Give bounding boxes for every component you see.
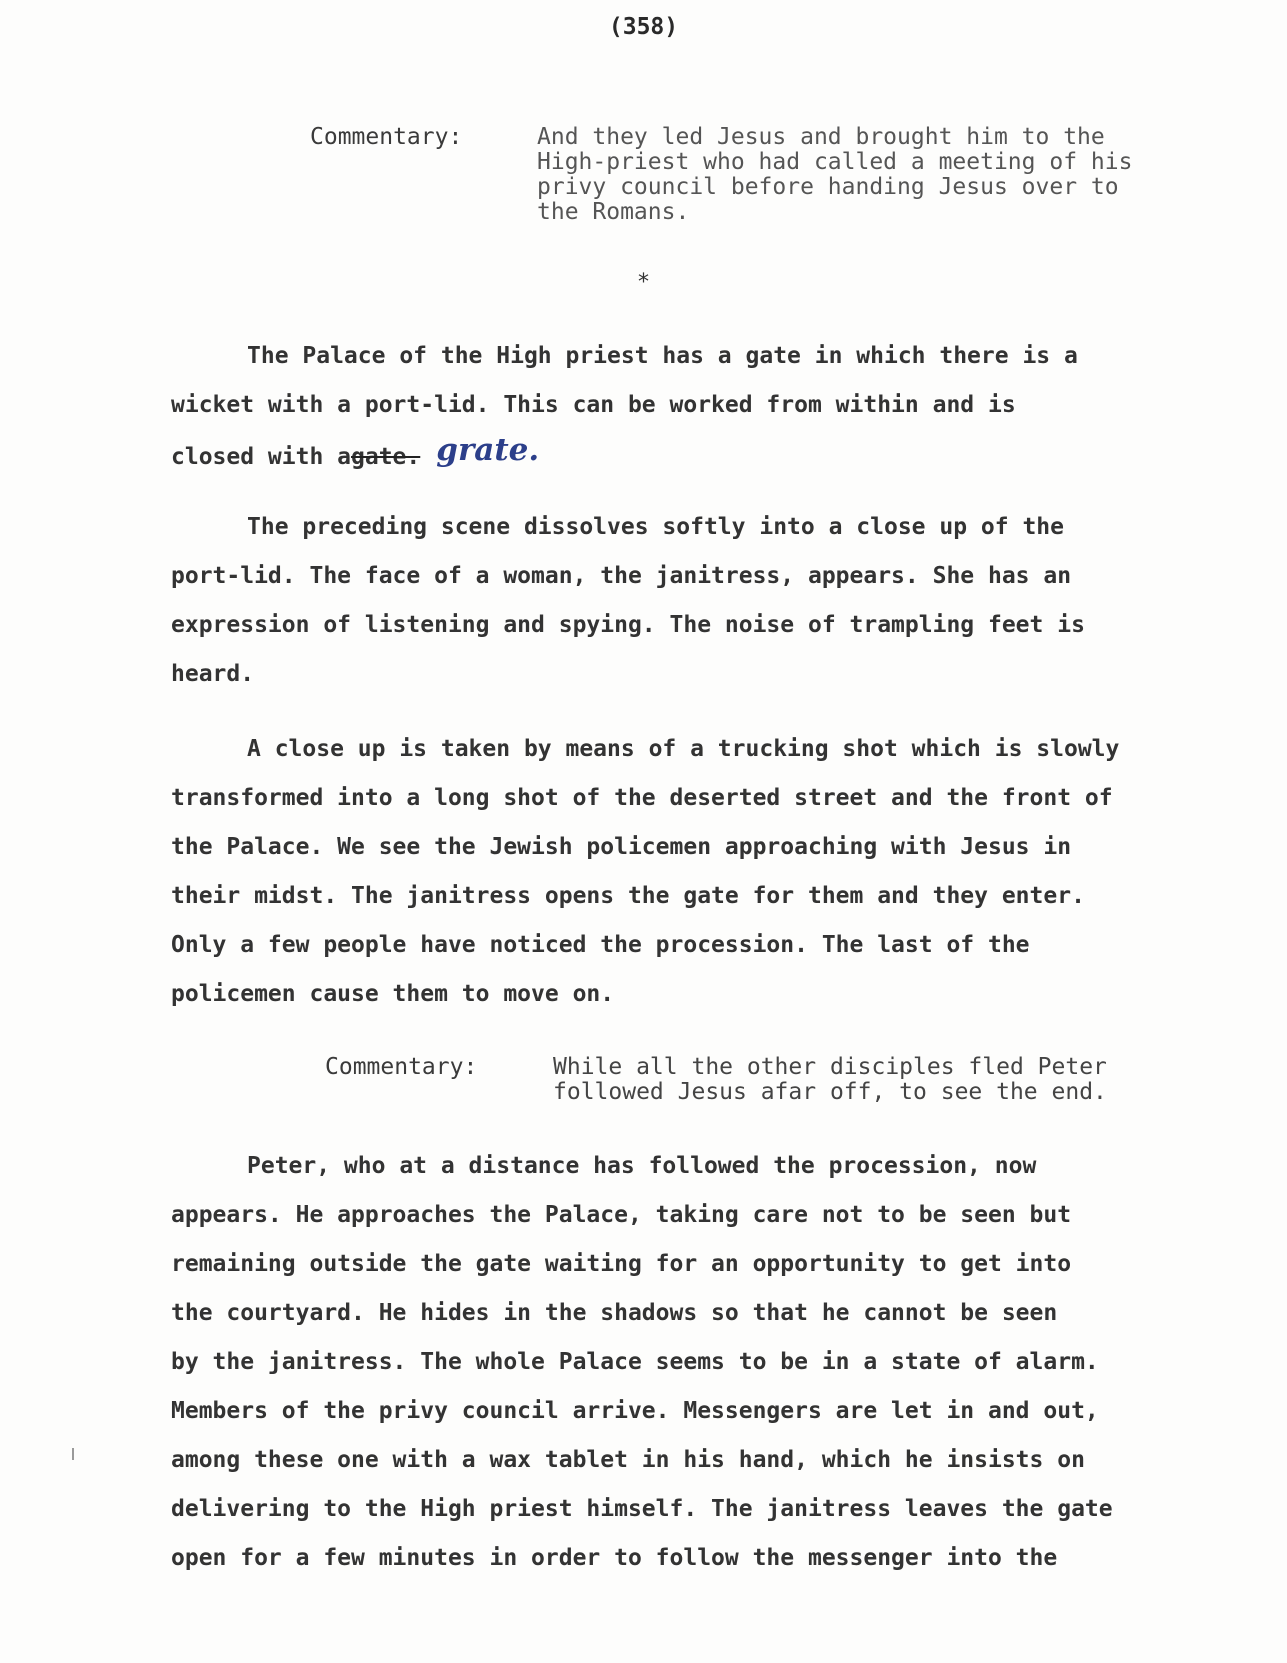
paragraph-line: appears. He approaches the Palace, taking care not to be seen but [171, 1202, 1072, 1228]
paragraph-line: Only a few people have noticed the procession. The last of the [171, 932, 1030, 958]
paragraph-line: among these one with a wax tablet in his hand, which he insists on [171, 1447, 1085, 1473]
paragraph-line: the courtyard. He hides in the shadows so that he cannot be seen [171, 1300, 1058, 1326]
paragraph-line: A close up is taken by means of a trucking shot which is slowly [247, 736, 1120, 762]
paragraph-line: by the janitress. The whole Palace seems to be in a state of alarm. [171, 1349, 1099, 1375]
page-number: (358) [608, 14, 679, 40]
section-separator: * [636, 270, 651, 295]
margin-mark [72, 1448, 74, 1460]
commentary-line: And they led Jesus and brought him to the [537, 124, 1105, 150]
paragraph-line: their midst. The janitress opens the gate for them and they enter. [171, 883, 1085, 909]
paragraph-line: The preceding scene dissolves softly into a close up of the [247, 514, 1064, 540]
paragraph-line: transformed into a long shot of the deserted street and the front of [171, 785, 1113, 811]
commentary-block-1 [310, 125, 1210, 225]
paragraph-line [171, 430, 1078, 479]
handwritten-correction: grate. [436, 432, 540, 468]
paragraph-line: heard. [171, 661, 255, 687]
paragraph-line: remaining outside the gate waiting for an opportunity to get into [171, 1251, 1072, 1277]
paragraph-line: policemen cause them to move on. [171, 981, 615, 1007]
paragraph-palace-gate [171, 332, 1078, 479]
paragraph-line: open for a few minutes in order to follow the messenger into the [171, 1545, 1058, 1571]
commentary-line: followed Jesus afar off, to see the end. [553, 1079, 1107, 1105]
paragraph-line: Peter, who at a distance has followed the procession, now [247, 1153, 1037, 1179]
commentary-label: Commentary: [325, 1054, 478, 1080]
commentary-line: privy council before handing Jesus over to [537, 174, 1119, 200]
paragraph-line: The Palace of the High priest has a gate in which there is a [247, 343, 1078, 369]
paragraph-trucking-shot [171, 725, 1119, 1019]
commentary-text [553, 1055, 1107, 1105]
paragraph-line: wicket with a port-lid. This can be worked from within and is [171, 392, 1016, 418]
struck-out-word: gate. [351, 444, 421, 470]
commentary-text [537, 125, 1132, 225]
commentary-block-2 [325, 1055, 1205, 1110]
commentary-line: While all the other disciples fled Peter [553, 1054, 1107, 1080]
paragraph-line: port-lid. The face of a woman, the janitress, appears. She has an [171, 563, 1072, 589]
commentary-line: High-priest who had called a meeting of his [537, 149, 1133, 175]
paragraph-line: delivering to the High priest himself. The janitress leaves the gate [171, 1496, 1113, 1522]
line-text: closed with a [171, 444, 352, 470]
paragraph-line: the Palace. We see the Jewish policemen approaching with Jesus in [171, 834, 1072, 860]
paragraph-peter [171, 1142, 1113, 1583]
paragraph-line: Members of the privy council arrive. Messengers are let in and out, [171, 1398, 1099, 1424]
paragraph-dissolve [171, 503, 1085, 699]
paragraph-line: expression of listening and spying. The noise of trampling feet is [171, 612, 1085, 638]
commentary-line: the Romans. [537, 199, 690, 225]
commentary-label: Commentary: [310, 124, 463, 150]
